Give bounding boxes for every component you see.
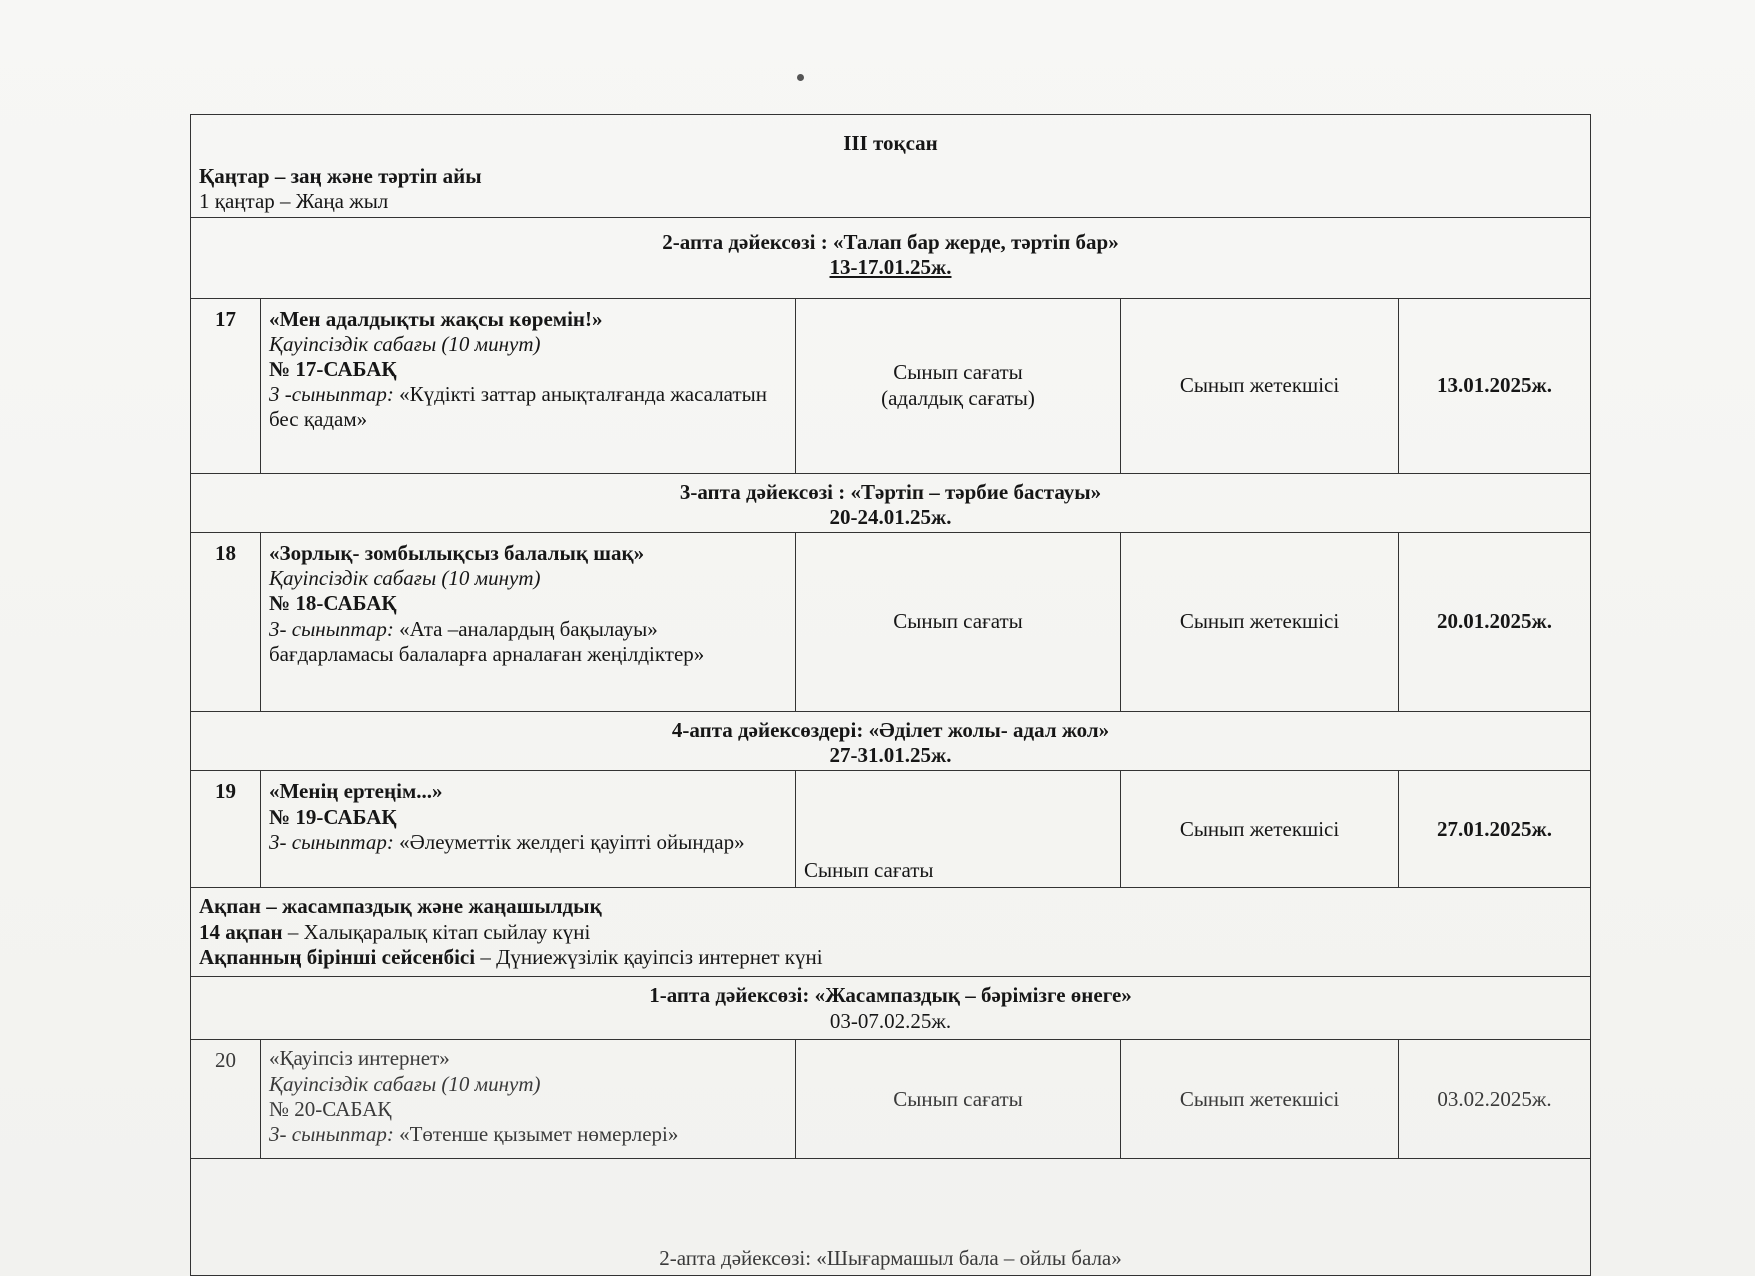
lesson-form: Сынып сағаты <box>796 771 1121 888</box>
grade-topic: «Төтенше қызымет нөмерлері» <box>399 1121 679 1146</box>
safety-lesson-note: Қауіпсіздік сабағы (10 минут) <box>269 1071 541 1096</box>
lesson-title: «Мен адалдықты жақсы көремін!» <box>269 306 603 331</box>
lesson-form: Сынып сағаты <box>796 1040 1121 1159</box>
safety-lesson-note: Қауіпсіздік сабағы (10 минут) <box>269 331 541 356</box>
lesson-date: 03.02.2025ж. <box>1399 1040 1591 1159</box>
lesson-form <box>796 298 1121 473</box>
lesson-content <box>261 298 796 473</box>
grade-topic: «Ата –аналардың бақылауы» бағдарламасы балаларға арналаған жеңілдіктер» <box>269 616 705 666</box>
week-motto: 3-апта дәйексөзі : «Тәртіп – тәрбие бастауы» <box>679 479 1102 504</box>
february-event: Ақпанның бірінші сейсенбісі – Дүниежүзілік қауіпсіз интернет күні <box>199 944 823 969</box>
week-dates: 20-24.01.25ж. <box>829 504 952 529</box>
lesson-content <box>261 532 796 711</box>
holiday-note: 1 қаңтар – Жаңа жыл <box>199 189 389 214</box>
lesson-form-line2: (адалдық сағаты) <box>881 385 1035 410</box>
lesson-code: № 17-САБАҚ <box>269 356 397 381</box>
quarter-header-row <box>191 115 1591 218</box>
week-motto: 2-апта дәйексөзі : «Талап бар жерде, тәртіп бар» <box>662 229 1119 254</box>
week-dates: 13-17.01.25ж. <box>829 254 952 279</box>
week-motto-row <box>191 711 1591 770</box>
lesson-row <box>191 298 1591 473</box>
lesson-code: № 18-САБАҚ <box>269 591 397 616</box>
lesson-title: «Менің ертеңім...» <box>269 779 443 804</box>
month-title: Қаңтар – заң және тәртіп айы <box>199 164 482 189</box>
lesson-responsible: Сынып жетекшісі <box>1121 298 1399 473</box>
lesson-number: 18 <box>191 532 261 711</box>
grade-topic: «Күдікті заттар анықталғанда жасалатын бес қадам» <box>269 382 767 432</box>
grade-topic: «Әлеуметтік желдегі қауіпті ойындар» <box>399 829 745 854</box>
lesson-form-line1: Сынып сағаты <box>893 360 1023 385</box>
february-header-row <box>191 888 1591 977</box>
grade-label: 3 -сыныптар: <box>269 382 394 407</box>
week-motto-row <box>191 217 1591 298</box>
grade-label: 3- сыныптар: <box>269 616 394 641</box>
lesson-content <box>261 1040 796 1159</box>
week-motto-row <box>191 977 1591 1040</box>
lesson-title: «Зорлық- зомбылықсыз балалық шақ» <box>269 540 645 565</box>
week-dates: 03-07.02.25ж. <box>829 1008 952 1033</box>
lesson-date: 20.01.2025ж. <box>1399 532 1591 711</box>
week-motto-row <box>191 1159 1591 1276</box>
week-motto: 1-апта дәйексөзі: «Жасампаздық – бәрімізге өнеге» <box>649 983 1132 1008</box>
lesson-content <box>261 771 796 888</box>
safety-lesson-note: Қауіпсіздік сабағы (10 минут) <box>269 566 541 591</box>
week-motto-row <box>191 473 1591 532</box>
lesson-title: «Қауіпсіз интернет» <box>269 1046 450 1071</box>
quarter-title: ІІІ тоқсан <box>843 131 938 155</box>
february-month-title: Ақпан – жасампаздық және жаңашылдық <box>199 894 602 919</box>
lesson-number: 19 <box>191 771 261 888</box>
february-event: 14 ақпан – Халықаралық кітап сыйлау күні <box>199 919 591 944</box>
lesson-row <box>191 532 1591 711</box>
lesson-form: Сынып сағаты <box>796 532 1121 711</box>
lesson-number: 17 <box>191 298 261 473</box>
lesson-responsible: Сынып жетекшісі <box>1121 532 1399 711</box>
lesson-responsible: Сынып жетекшісі <box>1121 1040 1399 1159</box>
lesson-code: № 20-САБАҚ <box>269 1096 392 1121</box>
lesson-date: 27.01.2025ж. <box>1399 771 1591 888</box>
scan-speck <box>797 74 804 81</box>
lesson-number: 20 <box>191 1040 261 1159</box>
lesson-responsible: Сынып жетекшісі <box>1121 771 1399 888</box>
lesson-date: 13.01.2025ж. <box>1399 298 1591 473</box>
lesson-row <box>191 771 1591 888</box>
grade-label: 3- сыныптар: <box>269 829 394 854</box>
plan-table <box>190 114 1591 1276</box>
week-dates: 27-31.01.25ж. <box>829 743 952 768</box>
grade-label: 3- сыныптар: <box>269 1121 394 1146</box>
lesson-code: № 19-САБАҚ <box>269 804 397 829</box>
lesson-row <box>191 1040 1591 1159</box>
week-motto: 4-апта дәйексөздері: «Әділет жолы- адал жол» <box>671 717 1110 742</box>
week-motto: 2-апта дәйексөзі: «Шығармашыл бала – ойлы бала» <box>659 1246 1122 1271</box>
